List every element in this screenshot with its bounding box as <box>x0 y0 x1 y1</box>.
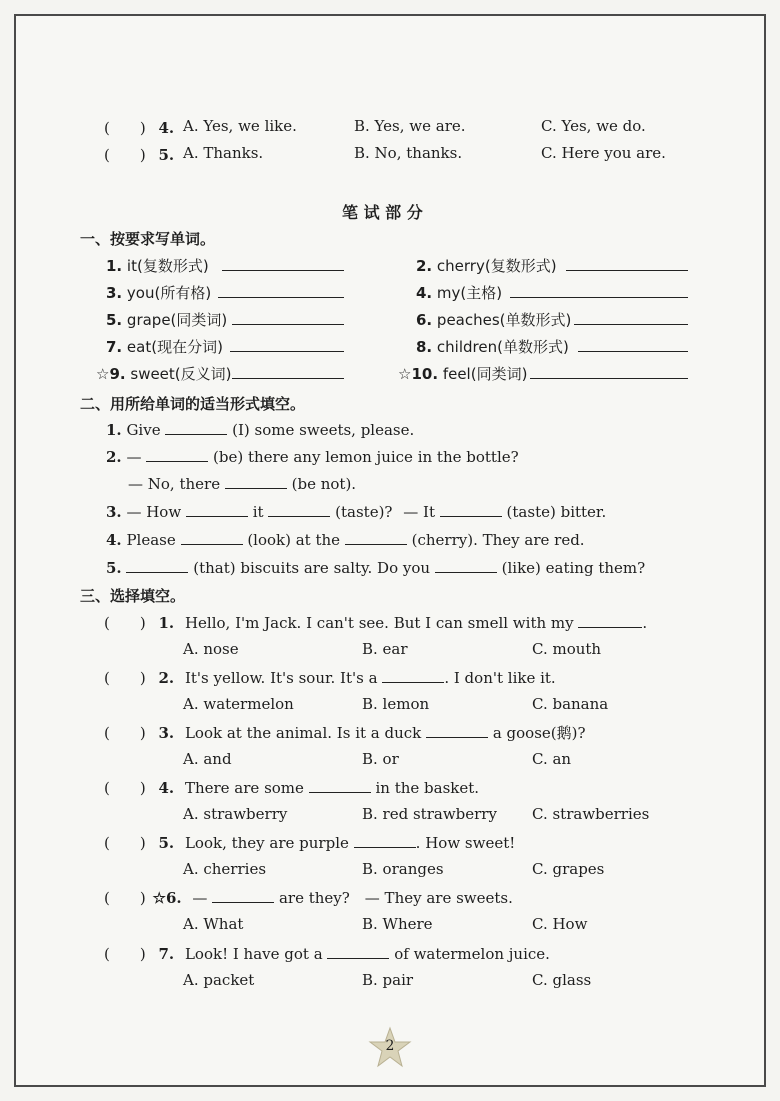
section2-title: 二、用所给单词的适当形式填空。 <box>80 395 306 413</box>
listening-q4-option-b: B. Yes, we are. <box>354 117 466 135</box>
s1-item-6: 6. peaches(单数形式) <box>416 311 572 329</box>
section1-title: 一、按要求写单词。 <box>80 230 216 248</box>
mc-q3-option-a[interactable]: A. and <box>183 750 232 768</box>
s2-line-2: 2. — (be) there any lemon juice in the bottle? <box>106 448 519 466</box>
mc-q3-blank[interactable] <box>426 723 488 738</box>
mc-q6-option-a[interactable]: A. What <box>183 915 244 933</box>
s1-item-5: 5. grape(同类词) <box>106 311 228 329</box>
s1-blank-6[interactable] <box>574 310 688 325</box>
mc-q5-option-a[interactable]: A. cherries <box>183 860 267 878</box>
s1-blank-7[interactable] <box>230 337 344 352</box>
mc-q4: ( ) 4. There are some in the basket. <box>104 779 480 797</box>
mc-q7-option-a[interactable]: A. packet <box>183 971 255 989</box>
mc-q1-option-c[interactable]: C. mouth <box>532 640 602 658</box>
listening-q5-option-a: A. Thanks. <box>183 144 264 162</box>
page-number: 2 <box>385 1038 395 1054</box>
s2-blank-3[interactable] <box>225 474 287 489</box>
s1-blank-10[interactable] <box>530 364 688 379</box>
mc-q1: ( ) 1. Hello, I'm Jack. I can't see. But I can smell with my . <box>104 614 648 632</box>
s2-blank-2[interactable] <box>146 447 208 462</box>
s2-blank-6[interactable] <box>440 502 502 517</box>
s1-blank-8[interactable] <box>578 337 688 352</box>
mc-q1-option-a[interactable]: A. nose <box>183 640 239 658</box>
s1-blank-4[interactable] <box>510 283 688 298</box>
s1-item-8: 8. children(单数形式) <box>416 338 569 356</box>
section3-title: 三、选择填空。 <box>80 587 186 605</box>
s2-blank-9[interactable] <box>126 558 188 573</box>
s2-blank-5[interactable] <box>268 502 330 517</box>
s1-blank-2[interactable] <box>566 256 688 271</box>
mc-q7-option-b[interactable]: B. pair <box>362 971 414 989</box>
mc-q4-option-b[interactable]: B. red strawberry <box>362 805 497 823</box>
page-number-badge <box>368 1026 412 1070</box>
s1-item-4: 4. my(主格) <box>416 284 503 302</box>
mc-q2-blank[interactable] <box>382 668 444 683</box>
s1-blank-5[interactable] <box>232 310 344 325</box>
mc-q3-option-b[interactable]: B. or <box>362 750 399 768</box>
mc-q7: ( ) 7. Look! I have got a of watermelon juice. <box>104 945 550 963</box>
mc-q6-option-c[interactable]: C. How <box>532 915 588 933</box>
s2-blank-7[interactable] <box>181 530 243 545</box>
mc-q6-option-b[interactable]: B. Where <box>362 915 433 933</box>
s1-item-1: 1. it(复数形式) <box>106 257 209 275</box>
s2-line-3: 3. — How it (taste)? — It (taste) bitter. <box>106 503 607 521</box>
s2-line-5: 5. (that) biscuits are salty. Do you (like) eating them? <box>106 559 646 577</box>
mc-q3-option-c[interactable]: C. an <box>532 750 572 768</box>
s2-blank-8[interactable] <box>345 530 407 545</box>
s2-line-1: 1. Give (I) some sweets, please. <box>106 421 415 439</box>
s2-line-2b: — No, there (be not). <box>128 475 357 493</box>
mc-q3: ( ) 3. Look at the animal. Is it a duck a goose(鹅)? <box>104 724 586 742</box>
s1-blank-9[interactable] <box>232 364 344 379</box>
s2-blank-4[interactable] <box>186 502 248 517</box>
written-section-title: 笔 试 部 分 <box>342 203 423 222</box>
listening-q5: ( ) 5. <box>104 146 175 164</box>
mc-q5-blank[interactable] <box>354 833 416 848</box>
s1-item-2: 2. cherry(复数形式) <box>416 257 557 275</box>
s2-blank-10[interactable] <box>435 558 497 573</box>
mc-q2-option-c[interactable]: C. banana <box>532 695 609 713</box>
listening-q5-option-b: B. No, thanks. <box>354 144 463 162</box>
s1-item-3: 3. you(所有格) <box>106 284 212 302</box>
mc-q4-option-a[interactable]: A. strawberry <box>183 805 288 823</box>
mc-q2-option-a[interactable]: A. watermelon <box>183 695 294 713</box>
listening-q4-option-a: A. Yes, we like. <box>183 117 297 135</box>
s2-blank-1[interactable] <box>165 420 227 435</box>
mc-q4-blank[interactable] <box>309 778 371 793</box>
mc-q2-option-b[interactable]: B. lemon <box>362 695 430 713</box>
mc-q6-blank[interactable] <box>212 888 274 903</box>
s1-blank-1[interactable] <box>222 256 344 271</box>
mc-q6: ( ) ☆6. — are they? — They are sweets. <box>104 889 513 907</box>
s1-item-10: ☆10. feel(同类词) <box>398 365 528 383</box>
listening-q4: ( ) 4. <box>104 119 175 137</box>
mc-q5-option-b[interactable]: B. oranges <box>362 860 444 878</box>
mc-q5-option-c[interactable]: C. grapes <box>532 860 605 878</box>
mc-q1-blank[interactable] <box>578 613 642 628</box>
s1-item-7: 7. eat(现在分词) <box>106 338 223 356</box>
mc-q2: ( ) 2. It's yellow. It's sour. It's a . I don't like it. <box>104 669 556 687</box>
mc-q4-option-c[interactable]: C. strawberries <box>532 805 650 823</box>
mc-q5: ( ) 5. Look, they are purple . How sweet! <box>104 834 516 852</box>
mc-q1-option-b[interactable]: B. ear <box>362 640 408 658</box>
listening-q4-option-c: C. Yes, we do. <box>541 117 646 135</box>
s2-line-4: 4. Please (look) at the (cherry). They are red. <box>106 531 585 549</box>
s1-item-9: ☆9. sweet(反义词) <box>96 365 232 383</box>
mc-q7-option-c[interactable]: C. glass <box>532 971 592 989</box>
mc-q7-blank[interactable] <box>327 944 389 959</box>
s1-blank-3[interactable] <box>218 283 344 298</box>
listening-q5-option-c: C. Here you are. <box>541 144 666 162</box>
